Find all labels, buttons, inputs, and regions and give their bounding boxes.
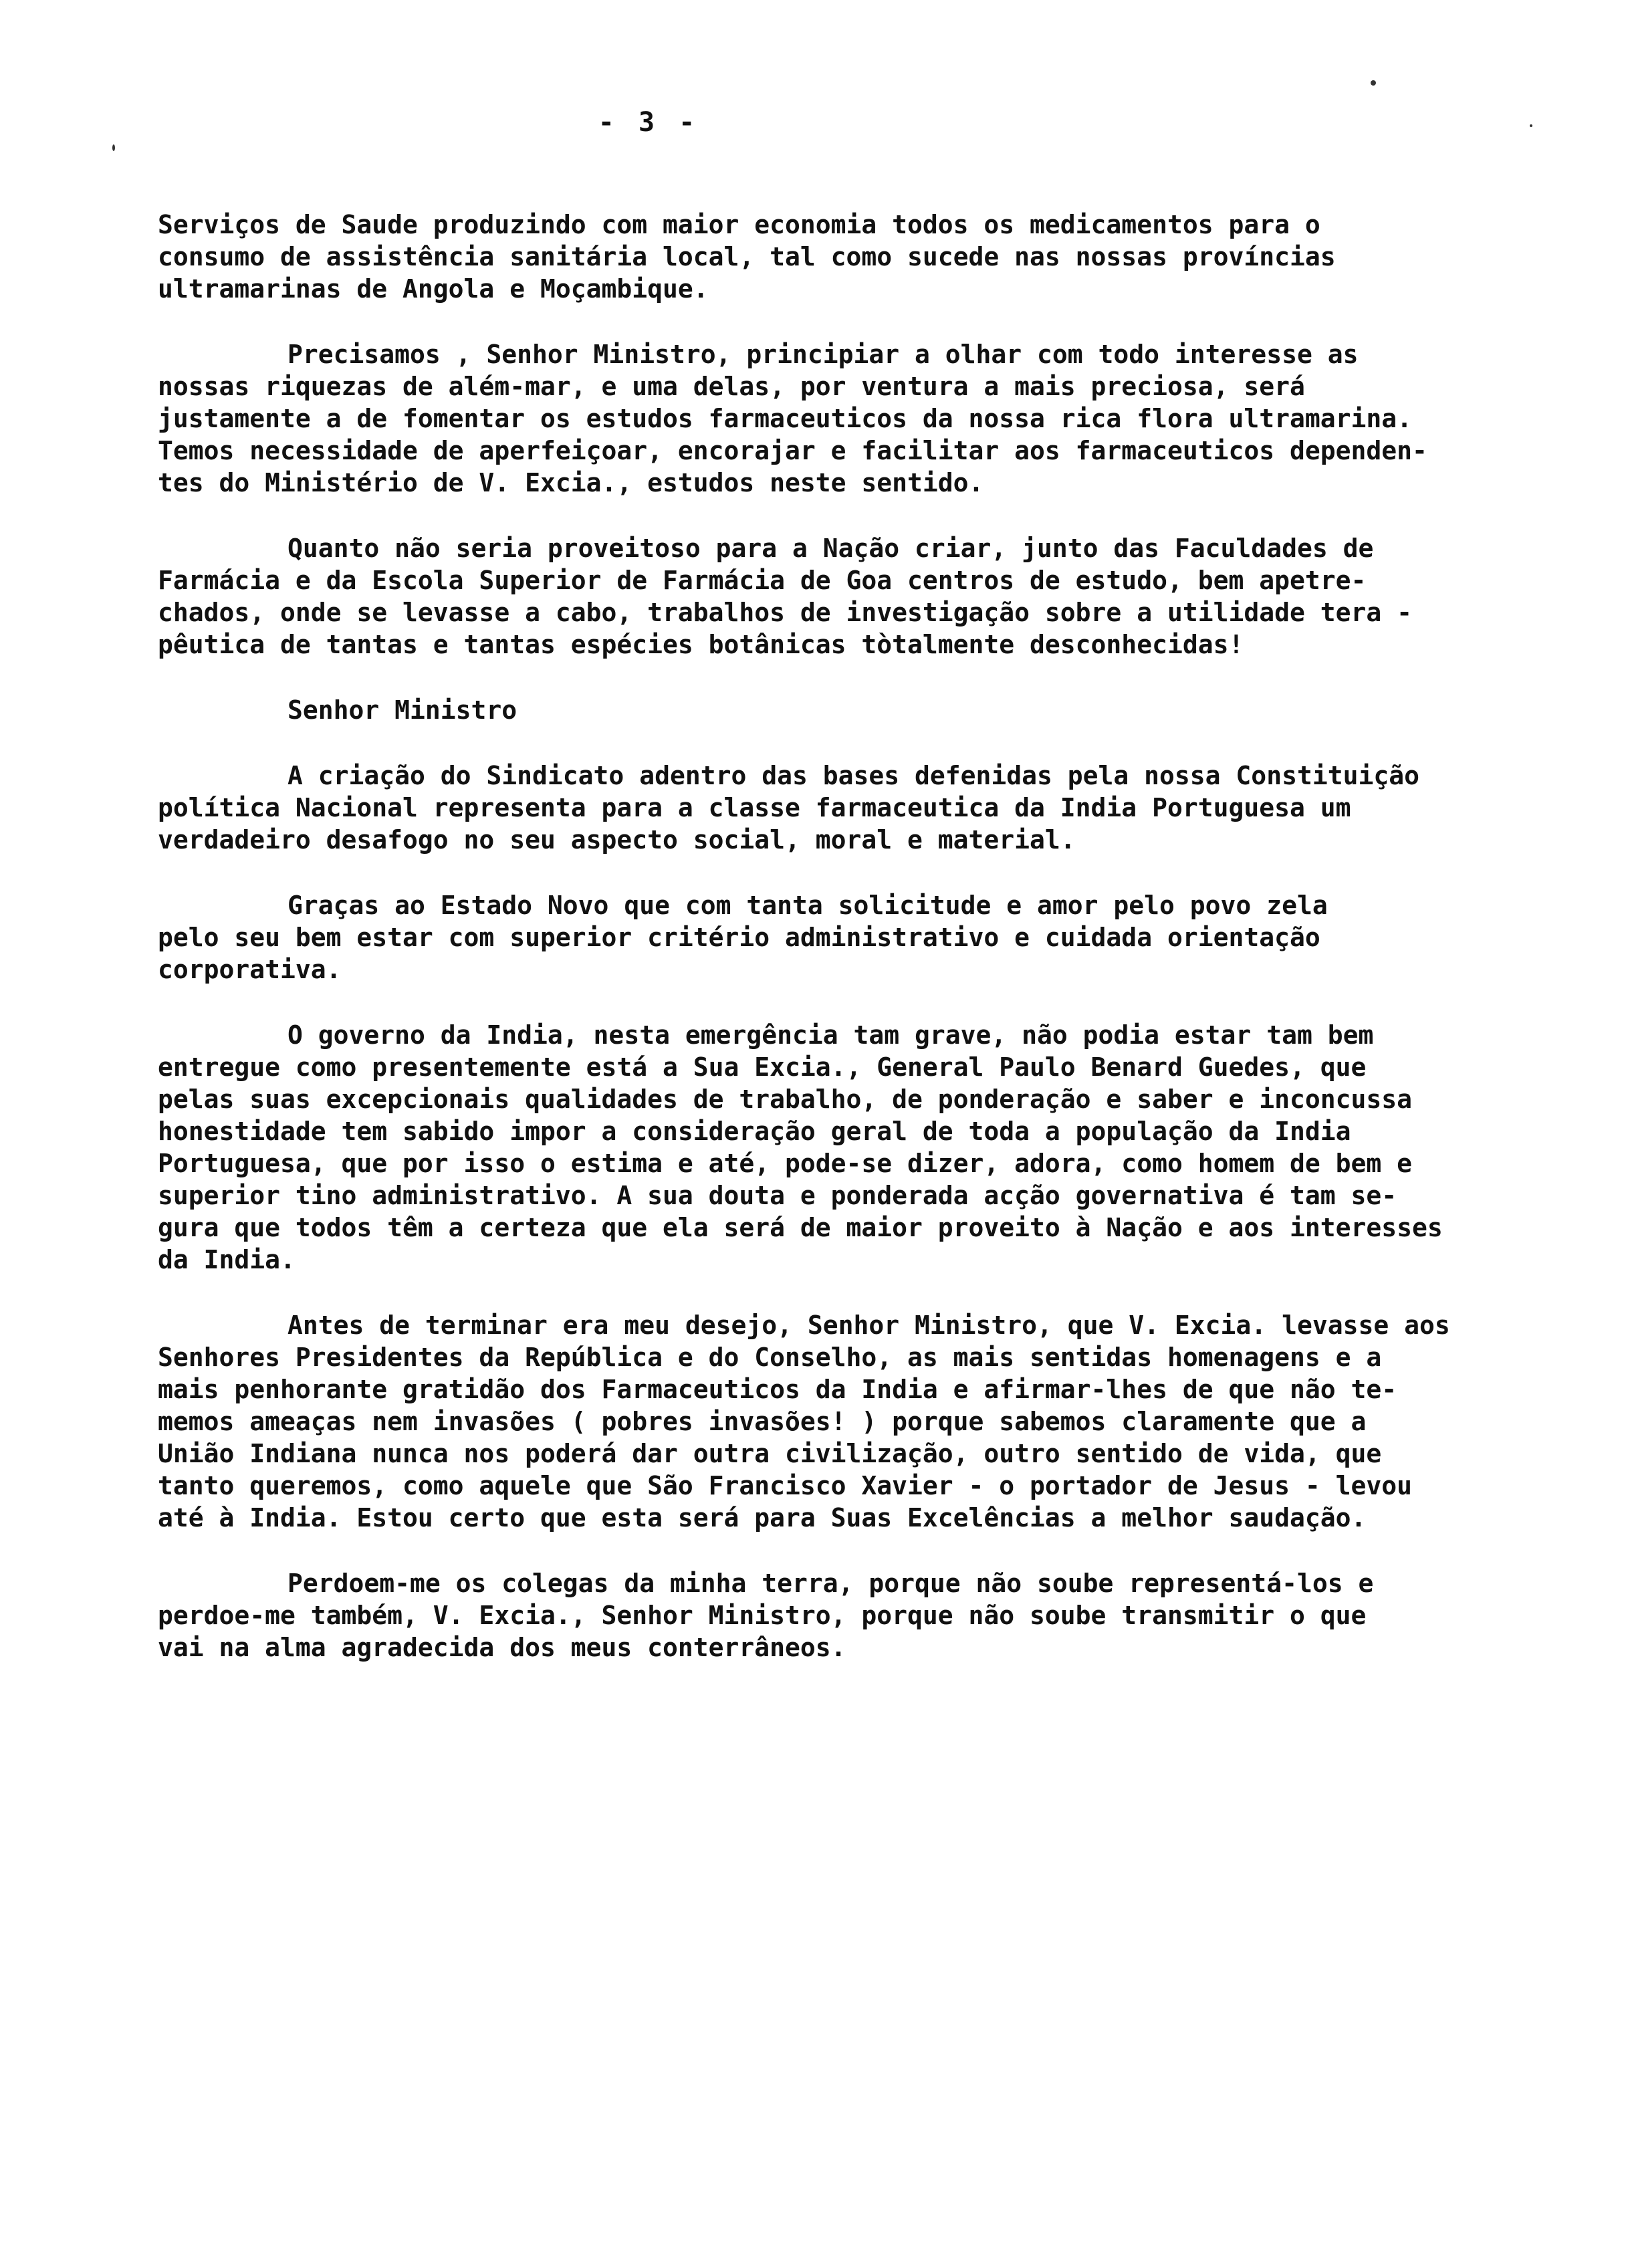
text-line: Farmácia e da Escola Superior de Farmácia de Goa centros de estudo, bem apetre- <box>158 566 1367 595</box>
text-line: O governo da India, nesta emergência tam grave, não podia estar tam bem <box>287 1020 1374 1050</box>
paragraph <box>158 338 1582 499</box>
text-line: mais penhorante gratidão dos Farmaceuticos da India e afirmar-lhes de que não te- <box>158 1375 1397 1404</box>
text-line: Serviços de Saude produzindo com maior economia todos os medicamentos para o <box>158 210 1320 239</box>
text-line: consumo de assistência sanitária local, tal como sucede nas nossas províncias <box>158 242 1336 271</box>
paragraph <box>158 760 1582 856</box>
text-line: até à India. Estou certo que esta será para Suas Excelências a melhor saudação. <box>158 1503 1367 1533</box>
paragraph <box>158 209 1582 305</box>
text-line: da India. <box>158 1245 296 1274</box>
text-line: Senhores Presidentes da República e do Conselho, as mais sentidas homenagens e a <box>158 1343 1382 1372</box>
text-line: verdadeiro desafogo no seu aspecto social, moral e material. <box>158 825 1076 855</box>
page-number: - 3 - <box>598 107 699 138</box>
text-line: pelo seu bem estar com superior critério administrativo e cuidada orientação <box>158 923 1320 952</box>
text-line: Quanto não seria proveitoso para a Nação criar, junto das Faculdades de <box>287 534 1374 563</box>
paragraph <box>158 532 1582 661</box>
text-line: política Nacional representa para a classe farmaceutica da India Portuguesa um <box>158 793 1351 822</box>
text-line: Precisamos , Senhor Ministro, principiar a olhar com todo interesse as <box>287 340 1359 369</box>
text-line: ultramarinas de Angola e Moçambique. <box>158 274 709 304</box>
text-line: Antes de terminar era meu desejo, Senhor Ministro, que V. Excia. levasse aos <box>287 1311 1450 1340</box>
text-line: honestidade tem sabido impor a consideração geral de toda a população da India <box>158 1117 1351 1146</box>
text-line: chados, onde se levasse a cabo, trabalhos de investigação sobre a utilidade tera - <box>158 598 1412 627</box>
letter-body <box>158 209 1582 1697</box>
scan-speck <box>1371 80 1376 86</box>
text-line: superior tino administrativo. A sua douta e ponderada acção governativa é tam se- <box>158 1181 1397 1210</box>
text-line: entregue como presentemente está a Sua Excia., General Paulo Benard Guedes, que <box>158 1052 1367 1082</box>
text-line: Perdoem-me os colegas da minha terra, porque não soube representá-los e <box>287 1569 1374 1598</box>
paragraph <box>158 1019 1582 1276</box>
text-line: gura que todos têm a certeza que ela será de maior proveito à Nação e aos interesses <box>158 1213 1443 1242</box>
text-line: Graças ao Estado Novo que com tanta solicitude e amor pelo povo zela <box>287 891 1328 920</box>
paragraph <box>158 1309 1582 1534</box>
text-line: corporativa. <box>158 955 342 984</box>
text-line: memos ameaças nem invasões ( pobres invasões! ) porque sabemos claramente que a <box>158 1407 1367 1436</box>
text-line: A criação do Sindicato adentro das bases defenidas pela nossa Constituição <box>287 761 1419 790</box>
text-line: Senhor Ministro <box>287 695 517 725</box>
text-line: justamente a de fomentar os estudos farmaceuticos da nossa rica flora ultramarina. <box>158 404 1412 433</box>
scan-speck <box>112 144 115 151</box>
paragraph-list <box>158 209 1582 1664</box>
text-line: perdoe-me também, V. Excia., Senhor Ministro, porque não soube transmitir o que <box>158 1601 1367 1630</box>
text-line: pelas suas excepcionais qualidades de trabalho, de ponderação e saber e inconcussa <box>158 1085 1412 1114</box>
text-line: Temos necessidade de aperfeiçoar, encorajar e facilitar aos farmaceuticos dependen- <box>158 436 1427 465</box>
text-line: tanto queremos, como aquele que São Francisco Xavier - o portador de Jesus - levou <box>158 1471 1412 1500</box>
text-line: Portuguesa, que por isso o estima e até, pode-se dizer, adora, como homem de bem e <box>158 1149 1412 1178</box>
paragraph <box>158 694 1582 726</box>
paragraph <box>158 1567 1582 1664</box>
text-line: nossas riquezas de além-mar, e uma delas, por ventura a mais preciosa, será <box>158 372 1305 401</box>
text-line: vai na alma agradecida dos meus conterrâneos. <box>158 1633 846 1662</box>
text-line: pêutica de tantas e tantas espécies botânicas tòtalmente desconhecidas! <box>158 630 1244 659</box>
text-line: União Indiana nunca nos poderá dar outra civilização, outro sentido de vida, que <box>158 1439 1382 1468</box>
paragraph <box>158 889 1582 986</box>
text-line: tes do Ministério de V. Excia., estudos neste sentido. <box>158 468 984 497</box>
scan-speck <box>1530 124 1532 127</box>
